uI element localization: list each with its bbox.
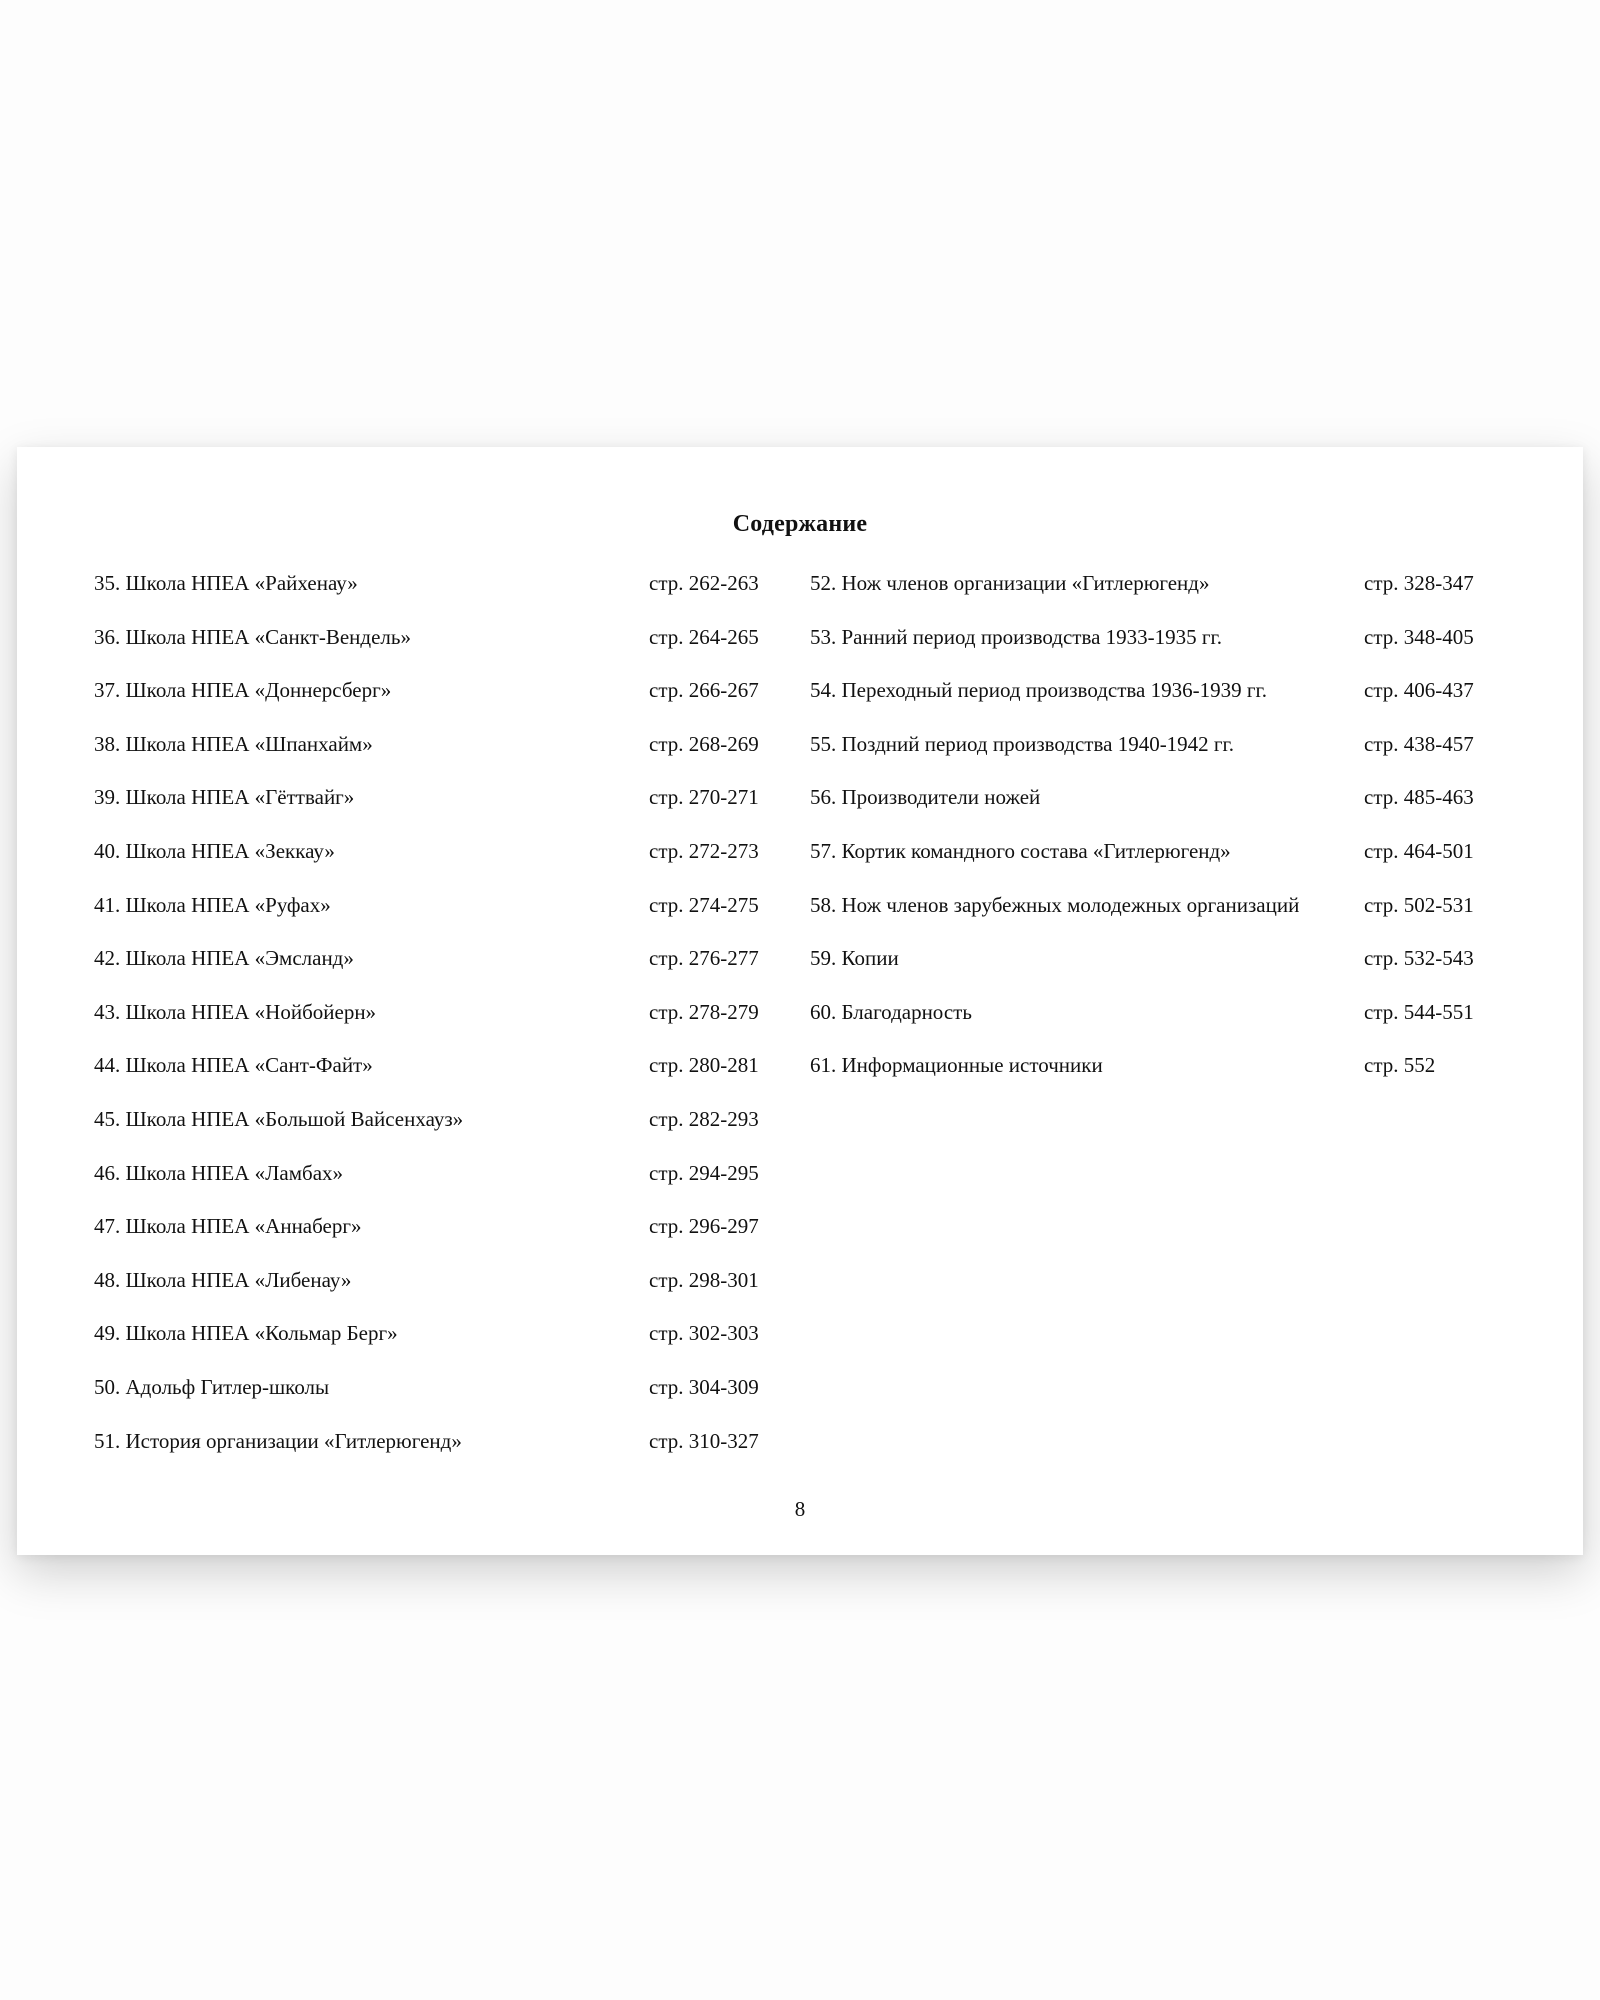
toc-entry-pages: стр. 544-551 xyxy=(1364,999,1474,1024)
toc-entry-title: 44. Школа НПЕА «Сант-Файт» xyxy=(94,1053,373,1078)
toc-entry xyxy=(94,1211,794,1265)
toc-entry-pages: стр. 266-267 xyxy=(649,678,759,703)
toc-entry-title: 51. История организации «Гитлерюгенд» xyxy=(94,1428,462,1453)
toc-left-column xyxy=(94,568,794,1479)
toc-entry-pages: стр. 282-293 xyxy=(649,1106,759,1131)
toc-entry xyxy=(94,1372,794,1426)
toc-entry xyxy=(94,943,794,997)
toc-entry-title: 60. Благодарность xyxy=(810,999,972,1024)
toc-entry-title: 56. Производители ножей xyxy=(810,785,1041,810)
toc-entry-title: 39. Школа НПЕА «Гёттвайг» xyxy=(94,785,355,810)
toc-entry-pages: стр. 264-265 xyxy=(649,624,759,649)
toc-entry-title: 36. Школа НПЕА «Санкт-Вендель» xyxy=(94,624,411,649)
toc-entry xyxy=(94,1426,794,1480)
toc-entry xyxy=(810,729,1510,783)
toc-entry xyxy=(94,836,794,890)
toc-entry-title: 57. Кортик командного состава «Гитлерюгенд» xyxy=(810,838,1231,863)
toc-entry-pages: стр. 268-269 xyxy=(649,731,759,756)
toc-entry-pages: стр. 502-531 xyxy=(1364,892,1474,917)
toc-entry xyxy=(810,622,1510,676)
toc-entry-title: 61. Информационные источники xyxy=(810,1053,1103,1078)
toc-entry-title: 38. Школа НПЕА «Шпанхайм» xyxy=(94,731,373,756)
toc-entry xyxy=(810,568,1510,622)
toc-entry xyxy=(94,997,794,1051)
page-title: Содержание xyxy=(732,511,868,537)
toc-entry-title: 47. Школа НПЕА «Аннаберг» xyxy=(94,1214,362,1239)
toc-entry-pages: стр. 532-543 xyxy=(1364,946,1474,971)
toc-entry xyxy=(94,1265,794,1319)
toc-right-column xyxy=(810,568,1510,1104)
toc-entry-pages: стр. 328-347 xyxy=(1364,571,1474,595)
toc-entry xyxy=(810,1050,1510,1104)
toc-entry-title: 45. Школа НПЕА «Большой Вайсенхауз» xyxy=(94,1106,464,1131)
toc-entry xyxy=(94,1318,794,1372)
toc-entry-title: 54. Переходный период производства 1936-1939 гг. xyxy=(810,678,1267,703)
toc-entry-pages: стр. 294-295 xyxy=(649,1160,759,1185)
toc-entry xyxy=(810,782,1510,836)
toc-entry-pages: стр. 270-271 xyxy=(649,785,759,810)
toc-entry xyxy=(810,997,1510,1051)
toc-entry-title: 53. Ранний период производства 1933-1935 гг. xyxy=(810,624,1223,649)
toc-entry-pages: стр. 304-309 xyxy=(649,1374,759,1399)
toc-entry-pages: стр. 310-327 xyxy=(649,1428,759,1453)
toc-entry-title: 48. Школа НПЕА «Либенау» xyxy=(94,1267,352,1292)
toc-entry xyxy=(810,675,1510,729)
toc-entry-pages: стр. 348-405 xyxy=(1364,624,1474,649)
toc-entry-pages: стр. 438-457 xyxy=(1364,731,1474,756)
toc-entry xyxy=(94,782,794,836)
toc-entry-title: 59. Копии xyxy=(810,946,899,971)
toc-entry-title: 50. Адольф Гитлер-школы xyxy=(94,1374,330,1399)
toc-entry-title: 55. Поздний период производства 1940-1942 гг. xyxy=(810,731,1235,756)
toc-entry-title: 46. Школа НПЕА «Ламбах» xyxy=(94,1160,344,1185)
toc-entry xyxy=(94,1050,794,1104)
toc-entry xyxy=(810,943,1510,997)
toc-entry-pages: стр. 280-281 xyxy=(649,1053,759,1078)
document-page xyxy=(17,447,1583,1555)
toc-entry xyxy=(94,729,794,783)
toc-entry-pages: стр. 552 xyxy=(1364,1053,1436,1078)
toc-entry-title: 49. Школа НПЕА «Кольмар Берг» xyxy=(94,1321,398,1346)
toc-entry-title: 40. Школа НПЕА «Зеккау» xyxy=(94,838,335,863)
toc-entry-pages: стр. 272-273 xyxy=(649,838,759,863)
toc-entry-pages: стр. 274-275 xyxy=(649,892,759,917)
toc-entry-title: 58. Нож членов зарубежных молодежных организаций xyxy=(810,892,1300,917)
toc-entry xyxy=(94,890,794,944)
toc-entry-title: 41. Школа НПЕА «Руфах» xyxy=(94,892,331,917)
toc-entry-title: 35. Школа НПЕА «Райхенау» xyxy=(94,571,358,595)
page-number: 8 xyxy=(794,1497,806,1521)
toc-entry xyxy=(94,675,794,729)
toc-entry-pages: стр. 296-297 xyxy=(649,1214,759,1239)
toc-entry xyxy=(94,1158,794,1212)
toc-entry-pages: стр. 278-279 xyxy=(649,999,759,1024)
toc-entry xyxy=(94,1104,794,1158)
toc-entry-pages: стр. 406-437 xyxy=(1364,678,1474,703)
toc-entry-pages: стр. 262-263 xyxy=(649,571,759,595)
toc-entry xyxy=(94,622,794,676)
toc-entry-title: 52. Нож членов организации «Гитлерюгенд» xyxy=(810,571,1210,595)
toc-entry-pages: стр. 302-303 xyxy=(649,1321,759,1346)
toc-entry xyxy=(94,568,794,622)
toc-entry-title: 43. Школа НПЕА «Нойбойерн» xyxy=(94,999,377,1024)
toc-entry-pages: стр. 276-277 xyxy=(649,946,759,971)
toc-entry xyxy=(810,836,1510,890)
toc-entry xyxy=(810,890,1510,944)
toc-entry-pages: стр. 485-463 xyxy=(1364,785,1474,810)
toc-entry-title: 37. Школа НПЕА «Доннерсберг» xyxy=(94,678,392,703)
toc-entry-pages: стр. 298-301 xyxy=(649,1267,759,1292)
toc-entry-title: 42. Школа НПЕА «Эмсланд» xyxy=(94,946,354,971)
toc-entry-pages: стр. 464-501 xyxy=(1364,838,1474,863)
